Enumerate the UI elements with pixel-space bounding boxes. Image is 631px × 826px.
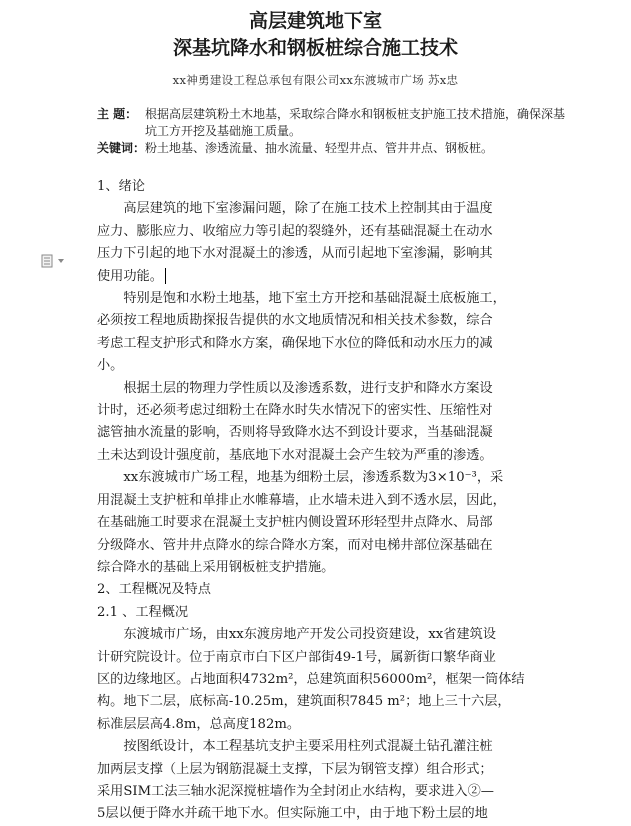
body-line: 特别是饱和水粉土地基，地下室土方开挖和基础混凝土底板施工， bbox=[97, 291, 506, 307]
body-line: 根据土层的物理力学性质以及渗透系数，进行支护和降水方案设 bbox=[97, 380, 493, 396]
body-line: 采用SIM工法三轴水泥深搅桩墙作为全封闭止水结构，要求进入②— bbox=[97, 783, 494, 799]
body-line: 小。 bbox=[97, 358, 124, 374]
body-line: 土未达到设计强度前，基底地下水对混凝土会产生较为严重的渗透。 bbox=[97, 447, 493, 463]
doc-title-line1: 高层建筑地下室 bbox=[248, 10, 382, 32]
body-line: 综合降水的基础上采用钢板桩支护措施。 bbox=[97, 559, 335, 575]
abstract bbox=[97, 106, 575, 140]
body-line: 计时，还必须考虑过细粉土在降水时失水情况下的密实性、压缩性对 bbox=[97, 403, 493, 419]
body-line bbox=[97, 266, 543, 288]
body-line: 压力下引起的地下水对混凝土的渗透，从而引起地下室渗漏，影响其 bbox=[97, 246, 493, 262]
dropdown-arrow-icon[interactable] bbox=[58, 259, 64, 263]
body-line: 2.1 、工程概况 bbox=[97, 604, 189, 620]
body-text bbox=[97, 176, 543, 826]
body-line-text: 使用功能。 bbox=[97, 268, 163, 284]
body-line: 滤管抽水流量的影响，否则将导致降水达不到设计要求，当基础混凝 bbox=[97, 425, 493, 441]
body-line: 区的边缘地区。占地面积4732m²，总建筑面积56000m²，框架一筒体结 bbox=[97, 671, 525, 687]
body-line: 构。地下二层，底标高-10.25m，建筑面积7845 m²；地上三十六层， bbox=[97, 694, 511, 710]
doc-author: xx神勇建设工程总承包有限公司xx东渡城市广场 苏x忠 bbox=[172, 73, 459, 87]
keywords-text: 粉土地基、渗透流量、抽水流量、轻型井点、管井井点、钢板桩。 bbox=[145, 141, 494, 155]
abstract-text: 根据高层建筑粉土木地基，采取综合降水和钢板桩支护施工技术措施，确保深基坑工方开挖及基础施工质量。 bbox=[145, 107, 566, 138]
keywords-label: 关键词： bbox=[97, 141, 146, 155]
doc-title-line2: 深基坑降水和钢板桩综合施工技术 bbox=[172, 37, 458, 59]
body-line: 加两层支撑（上层为钢筋混凝土支撑，下层为钢管支撑）组合形式； bbox=[97, 761, 493, 777]
body-line: 计研究院设计。位于南京市白下区户部街49-1号，属新街口繁华商业 bbox=[97, 649, 496, 665]
body-line: 应力、膨胀应力、收缩应力等引起的裂缝外，还有基础混凝土在动水 bbox=[97, 223, 493, 239]
body-line: xx东渡城市广场工程，地基为细粉土层，渗透系数为3×10⁻³，采 bbox=[97, 470, 504, 486]
body-line: 东渡城市广场，由xx东渡房地产开发公司投资建设，xx省建筑设 bbox=[97, 627, 496, 643]
body-line: 2、工程概况及特点 bbox=[97, 582, 211, 598]
body-line: 分级降水、管井井点降水的综合降水方案，而对电梯井部位深基础在 bbox=[97, 537, 493, 553]
abstract-label: 主 题： bbox=[97, 107, 138, 121]
body-line: 必须按工程地质勘探报告提供的水文地质情况和相关技术参数，综合 bbox=[97, 313, 493, 329]
body-line: 高层建筑的地下室渗漏问题，除了在施工技术上控制其由于温度 bbox=[97, 201, 493, 217]
keywords bbox=[97, 140, 493, 157]
body-line: 在基础施工时要求在混凝土支护桩内侧设置环形轻型井点降水、局部 bbox=[97, 515, 493, 531]
document-icon[interactable] bbox=[40, 254, 54, 268]
body-line: 1、绪论 bbox=[97, 179, 145, 194]
body-line: 考虑工程支护形式和降水方案，确保地下水位的降低和动水压力的减 bbox=[97, 335, 493, 351]
body-line: 用混凝土支护桩和单排止水帷幕墙，止水墙未进入到不透水层，因此， bbox=[97, 492, 506, 508]
text-cursor bbox=[165, 268, 166, 284]
body-line: 标准层层高4.8m，总高度182m。 bbox=[97, 716, 301, 732]
body-line: 按图纸设计，本工程基坑支护主要采用柱列式混凝土钻孔灌注桩 bbox=[97, 739, 493, 755]
body-line: 5层以便于降水并疏干地下水。但实际施工中，由于地下粉土层的地 bbox=[97, 806, 488, 822]
